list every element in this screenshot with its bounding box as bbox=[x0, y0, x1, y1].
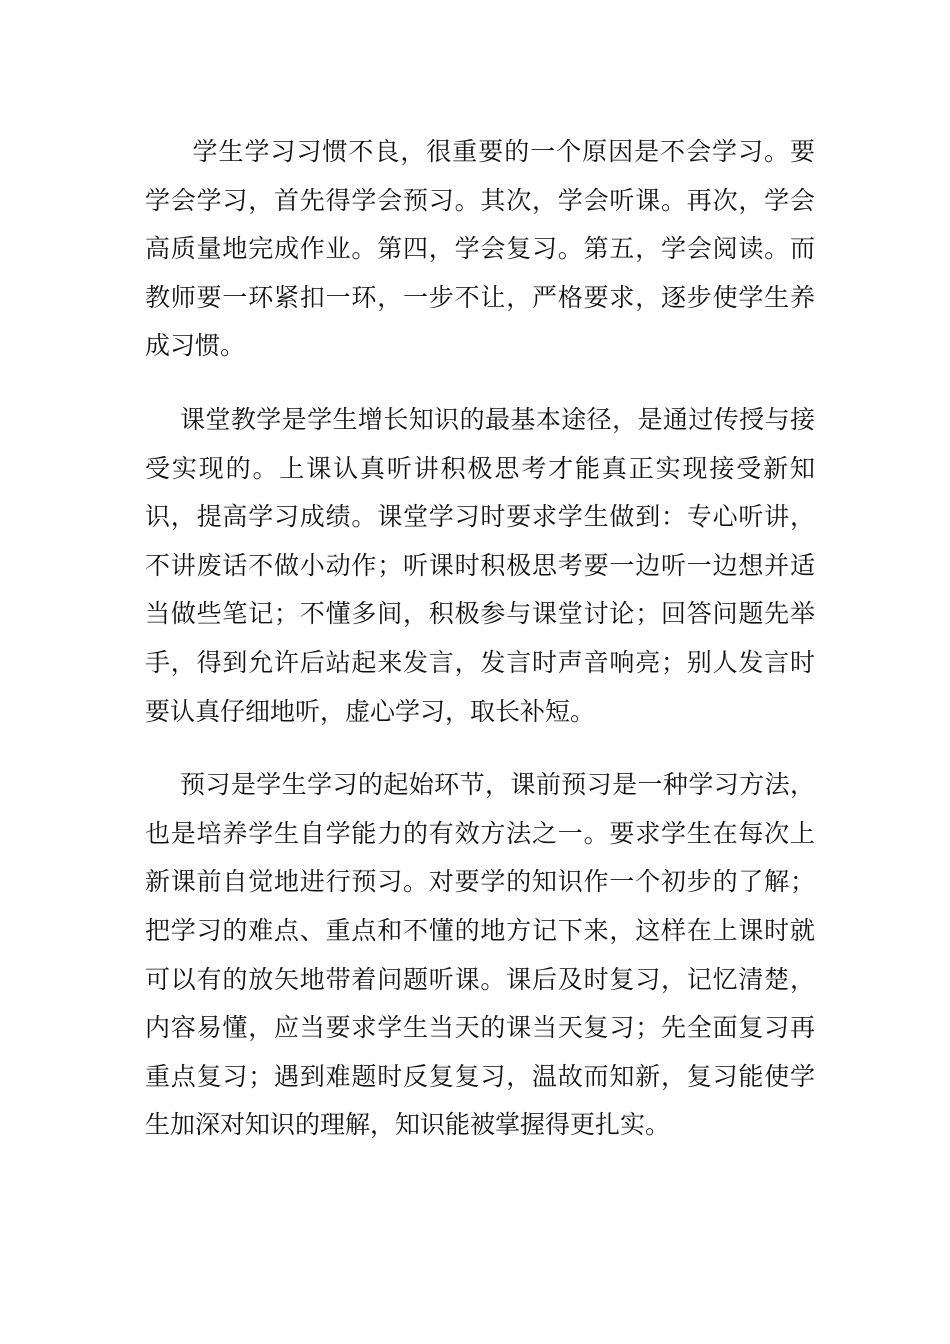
document-body bbox=[145, 128, 815, 1175]
paragraph-classroom-teaching: 课堂教学是学生增长知识的最基本途径，是通过传授与接受实现的。上课认真听讲积极思考才能真正实现接受新知识，提高学习成绩。课堂学习时要求学生做到：专心听讲，不讲废话不做小动作；听课时积极思考要一边听一边想并适当做些笔记；不懂多间，积极参与课堂讨论；回答问题先举手，得到允许后站起来发言，发言时声音响亮；别人发言时要认真仔细地听，虚心学习，取长补短。 bbox=[145, 404, 815, 726]
paragraph-preview-review: 预习是学生学习的起始环节，课前预习是一种学习方法，也是培养学生自学能力的有效方法之一。要求学生在每次上新课前自觉地进行预习。对要学的知识作一个初步的了解；把学习的难点、重点和不懂的地方记下来，这样在上课时就可以有的放矢地带着问题听课。课后及时复习，记忆清楚，内容易懂，应当要求学生当天的课当天复习；先全面复习再重点复习；遇到难题时反复复习，温故而知新，复习能使学生加深对知识的理解，知识能被掌握得更扎实。 bbox=[145, 770, 815, 1140]
paragraph-study-habits: 学生学习习惯不良，很重要的一个原因是不会学习。要学会学习，首先得学会预习。其次，学会听课。再次，学会高质量地完成作业。第四，学会复习。第五，学会阅读。而教师要一环紧扣一环，一步不让，严格要求，逐步使学生养成习惯。 bbox=[145, 137, 815, 361]
